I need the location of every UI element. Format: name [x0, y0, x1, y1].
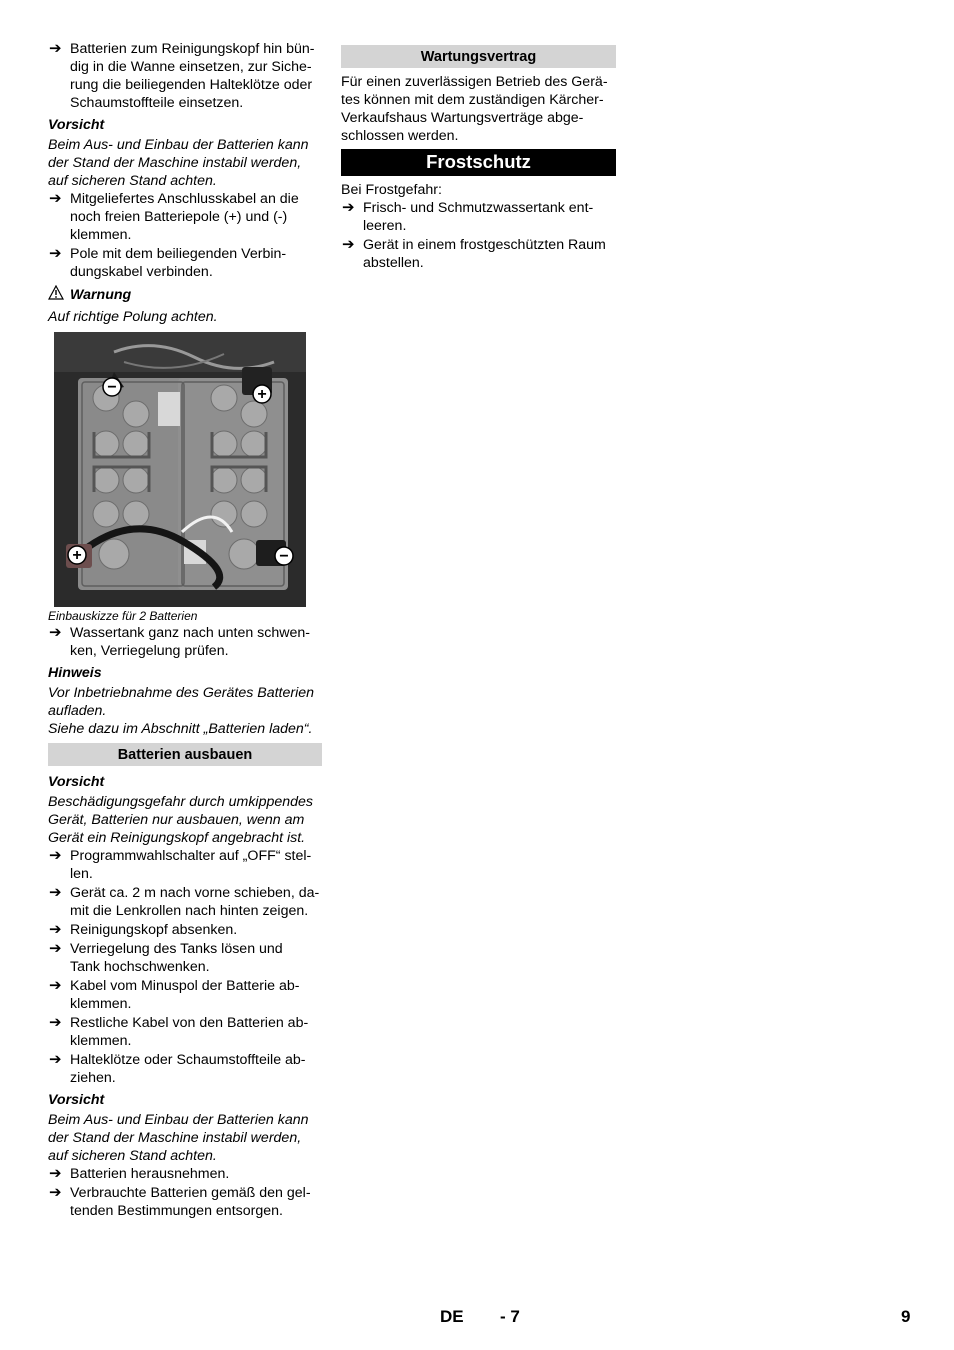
step-item: [48, 1165, 322, 1183]
footer-language: DE: [440, 1307, 464, 1326]
arrow-right-icon: ➔: [49, 977, 62, 994]
step-item: [341, 199, 616, 235]
arrow-right-icon: ➔: [49, 921, 62, 938]
minus-terminal-icon: [103, 378, 121, 396]
frost-intro: Bei Frostgefahr:: [341, 182, 442, 198]
arrow-right-icon: ➔: [49, 847, 62, 864]
footer-page-number: 9: [901, 1307, 911, 1326]
step-item: [48, 847, 322, 883]
battery-installation-photo: [54, 332, 306, 607]
section-heading-frost: Frostschutz: [341, 149, 616, 176]
hint-text: Vor Inbetriebnahme des Gerätes Batterien aufladen.: [48, 685, 315, 719]
right-column: [341, 45, 616, 273]
warning-triangle-icon: [48, 285, 64, 305]
caution-text: Beim Aus- und Einbau der Batterien kann der Stand der Maschine instabil werden, auf sicheren Stand achten.: [48, 137, 309, 189]
svg-text:+: +: [72, 547, 82, 564]
caution-label: Vorsicht: [48, 117, 105, 133]
step-item: [48, 977, 322, 1013]
step-text: Programmwahlschalter auf „OFF“ stel- len.: [70, 848, 312, 882]
step-text: Batterien zum Reinigungskopf hin bün- dig in die Wanne einsetzen, zur Siche- rung die beiliegenden Halteklötze oder Schaumstoffteile einsetzen.: [70, 41, 315, 111]
step-text: Mitgeliefertes Anschlusskabel an die noch freien Batteriepole (+) und (-) klemmen.: [70, 191, 299, 243]
step-text: Gerät ca. 2 m nach vorne schieben, da- mit die Lenkrollen nach hinten zeigen.: [70, 885, 320, 919]
step-item: [48, 921, 322, 939]
step-text: Verriegelung des Tanks lösen und Tank hochschwenken.: [70, 941, 283, 975]
step-item: [48, 40, 322, 112]
footer-section-page: - 7: [500, 1307, 520, 1326]
arrow-right-icon: ➔: [49, 624, 62, 641]
step-text: Wassertank ganz nach unten schwen- ken, Verriegelung prüfen.: [70, 625, 311, 659]
hint-text: Siehe dazu im Abschnitt „Batterien laden“.: [48, 721, 313, 737]
warning-heading: [48, 285, 322, 305]
step-text: Kabel vom Minuspol der Batterie ab- klemmen.: [70, 978, 300, 1012]
arrow-right-icon: ➔: [49, 190, 62, 207]
step-text: Frisch- und Schmutzwassertank ent- leeren.: [363, 200, 594, 234]
step-text: Batterien herausnehmen.: [70, 1166, 230, 1182]
caution-label: Vorsicht: [48, 774, 105, 790]
figure-caption: Einbauskizze für 2 Batterien: [48, 609, 198, 623]
svg-text:−: −: [279, 548, 289, 565]
step-item: [48, 190, 322, 244]
step-text: Pole mit dem beiliegenden Verbin- dungskabel verbinden.: [70, 246, 287, 280]
arrow-right-icon: ➔: [49, 1165, 62, 1182]
step-item: [48, 940, 322, 976]
step-text: Restliche Kabel von den Batterien ab- klemmen.: [70, 1015, 309, 1049]
arrow-right-icon: ➔: [49, 884, 62, 901]
hint-label: Hinweis: [48, 665, 102, 681]
step-item: [48, 1014, 322, 1050]
arrow-right-icon: ➔: [49, 40, 62, 57]
caution-label: Vorsicht: [48, 1092, 105, 1108]
caution-text: Beim Aus- und Einbau der Batterien kann der Stand der Maschine instabil werden, auf sicheren Stand achten.: [48, 1112, 309, 1164]
step-text: Halteklötze oder Schaumstoffteile ab- ziehen.: [70, 1052, 306, 1086]
section-heading-batteries-remove: Batterien ausbauen: [48, 743, 322, 766]
plus-terminal-icon: [68, 546, 86, 564]
arrow-right-icon: ➔: [49, 1051, 62, 1068]
arrow-right-icon: ➔: [49, 940, 62, 957]
step-item: [48, 245, 322, 281]
maintenance-text: Für einen zuverlässigen Betrieb des Gerä- tes können mit dem zuständigen Kärcher- Verkaufshaus Wartungsverträge abge- schlossen werden.: [341, 74, 608, 144]
warning-label: Warnung: [70, 287, 132, 303]
svg-text:+: +: [257, 386, 267, 403]
step-item: [48, 884, 322, 920]
left-column: [48, 40, 322, 1221]
plus-terminal-icon: [253, 385, 271, 403]
step-text: Verbrauchte Batterien gemäß den gel- tenden Bestimmungen entsorgen.: [70, 1185, 311, 1219]
svg-text:−: −: [107, 379, 117, 396]
minus-terminal-icon: [275, 547, 293, 565]
step-item: [341, 236, 616, 272]
step-item: [48, 624, 322, 660]
section-heading-maintenance: Wartungsvertrag: [341, 45, 616, 68]
step-item: [48, 1184, 322, 1220]
step-text: Reinigungskopf absenken.: [70, 922, 238, 938]
arrow-right-icon: ➔: [49, 1014, 62, 1031]
arrow-right-icon: ➔: [342, 199, 355, 216]
arrow-right-icon: ➔: [49, 245, 62, 262]
warning-text: Auf richtige Polung achten.: [48, 309, 218, 325]
step-text: Gerät in einem frostgeschützten Raum abstellen.: [363, 237, 606, 271]
step-item: [48, 1051, 322, 1087]
caution-text: Beschädigungsgefahr durch umkippendes Gerät, Batterien nur ausbauen, wenn am Gerät ein Reinigungskopf angebracht ist.: [48, 794, 314, 846]
arrow-right-icon: ➔: [49, 1184, 62, 1201]
arrow-right-icon: ➔: [342, 236, 355, 253]
